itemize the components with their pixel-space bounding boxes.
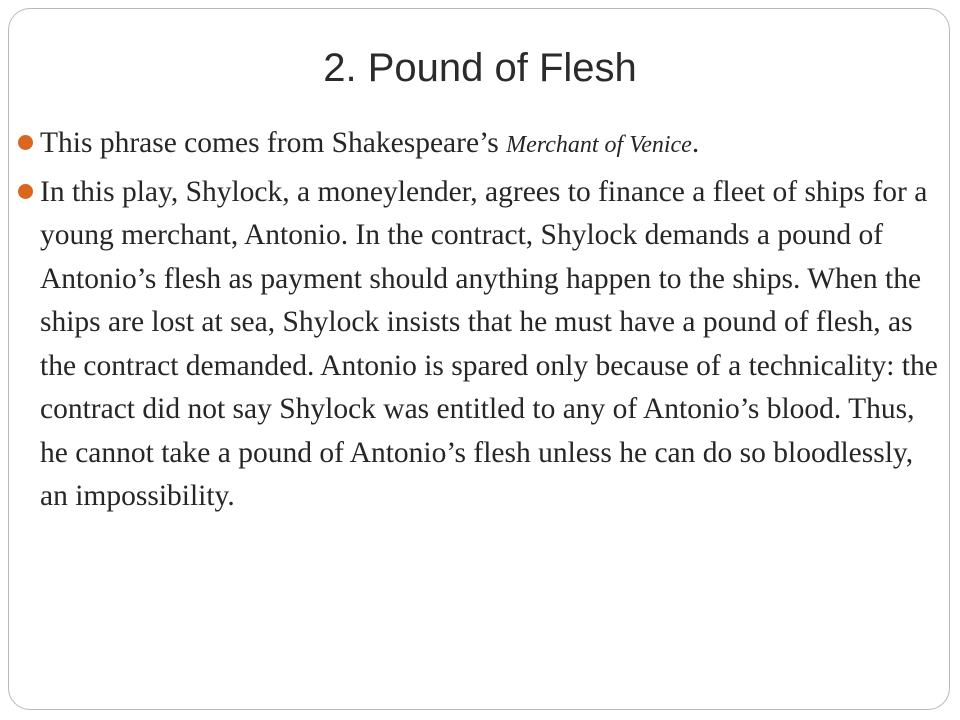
bullet-item-source <box>18 122 938 168</box>
slide-title: 2. Pound of Flesh <box>323 46 637 90</box>
play-title: Merchant of Venice <box>506 132 692 158</box>
bullet-text-start: This phrase comes from Shakespeare’s <box>40 127 507 159</box>
bullet-text-end: . <box>691 127 700 159</box>
bullet-text: In this play, Shylock, a moneylender, agrees to finance a fleet of ships for a young merchant, Antonio. In the contract, Shylock demands a pound of Antonio’s flesh as payment should anything happen to the ships. When the ships are lost at sea, Shylock insists that he must have a pound of flesh, as the contract demanded. Antonio is spared only because of a technicality: the contract did not say Shylock was entitled to any of Antonio’s blood. Thus, he cannot take a pound of Antonio’s flesh unless he can do so bloodlessly, an impossibility. <box>40 175 938 512</box>
bullet-item-story <box>18 171 938 519</box>
bullet-dot-icon <box>18 135 33 150</box>
bullet-list <box>18 122 938 522</box>
bullet-dot-icon <box>18 184 33 199</box>
